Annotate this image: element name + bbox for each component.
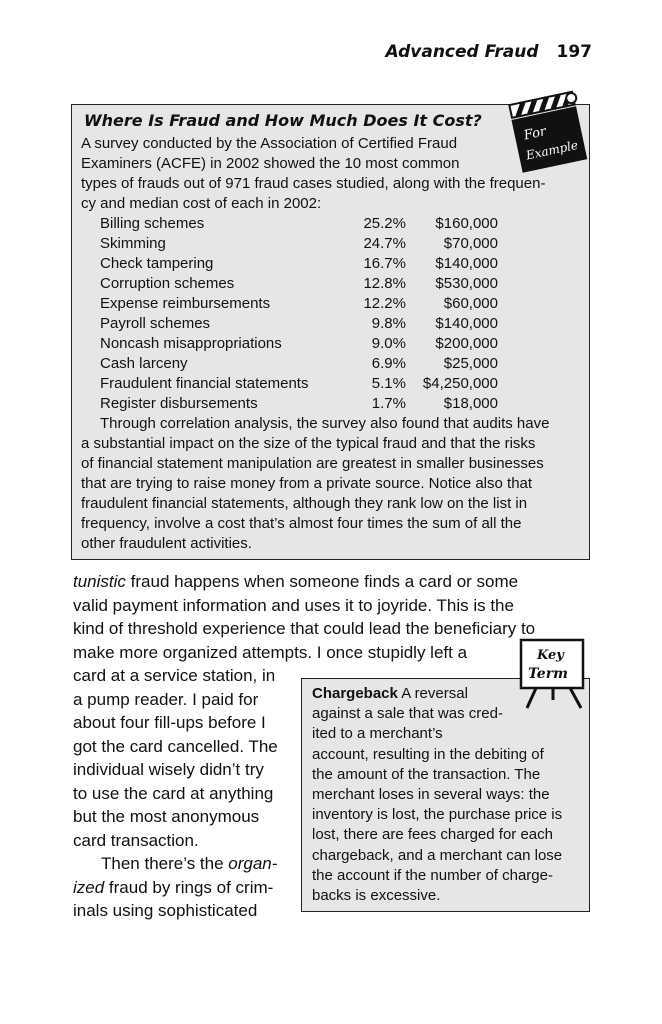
fraud-frequency: 25.2% xyxy=(363,215,406,232)
conclusion-line: other fraudulent activities. xyxy=(81,535,252,552)
conclusion-line: of financial statement manipulation are greatest in smaller businesses xyxy=(81,455,544,472)
key-term-line: account, resulting in the debiting of xyxy=(312,745,544,763)
fraud-median-cost: $160,000 xyxy=(435,215,498,232)
body-line: valid payment information and uses it to joyride. This is the xyxy=(73,595,514,615)
body-line: card transaction. xyxy=(73,830,199,850)
running-header xyxy=(385,42,592,62)
body-italic: tunistic xyxy=(73,572,126,591)
body-italic: organ- xyxy=(228,854,278,873)
fraud-type: Expense reimbursements xyxy=(100,295,271,312)
fraud-type: Billing schemes xyxy=(100,215,205,232)
fraud-type: Skimming xyxy=(100,235,166,252)
fraud-type: Cash larceny xyxy=(100,355,188,372)
key-term-line: chargeback, and a merchant can lose xyxy=(312,846,563,864)
body-line: card at a service station, in xyxy=(73,666,276,685)
key-term-sidebar xyxy=(301,678,590,912)
sidebar-body xyxy=(81,134,581,554)
sidebar-title: Where Is Fraud and How Much Does It Cost? xyxy=(84,111,482,130)
fraud-median-cost: $4,250,000 xyxy=(422,375,498,392)
intro-line: Examiners (ACFE) in 2002 showed the 10 most common xyxy=(81,155,460,172)
key-term-line: lost, there are fees charged for each xyxy=(312,826,553,844)
key-term-line: the account if the number of charge- xyxy=(312,866,553,884)
key-term-line: ited to a merchant’s xyxy=(312,725,443,743)
fraud-median-cost: $140,000 xyxy=(435,315,498,332)
stat-row xyxy=(81,294,581,314)
stat-row xyxy=(81,354,581,374)
fraud-median-cost: $25,000 xyxy=(443,355,498,372)
fraud-frequency: 9.8% xyxy=(371,315,406,332)
fraud-median-cost: $530,000 xyxy=(435,275,498,292)
body-line: make more organized attempts. I once stupidly left a xyxy=(73,642,468,662)
body-line: got the card cancelled. The xyxy=(73,736,278,756)
fraud-type: Check tampering xyxy=(100,255,214,272)
fraud-frequency: 9.0% xyxy=(371,335,406,352)
fraud-frequency: 12.8% xyxy=(363,275,406,292)
body-line: to use the card at anything xyxy=(73,783,274,803)
conclusion-line: Through correlation analysis, the survey also found that audits have xyxy=(100,415,550,432)
body-text: Then there’s the xyxy=(101,854,229,873)
body-line: inals using sophisticated xyxy=(73,901,258,920)
fraud-median-cost: $60,000 xyxy=(443,295,498,312)
body-line: about four fill-ups before I xyxy=(73,713,266,732)
stat-row xyxy=(81,374,581,394)
stat-row xyxy=(81,394,581,414)
stat-row xyxy=(81,254,581,274)
body-line: kind of threshold experience that could lead the beneficiary to xyxy=(73,619,536,638)
fraud-stats-table xyxy=(81,214,581,414)
stat-row xyxy=(81,274,581,294)
section-title: Advanced Fraud xyxy=(385,42,539,62)
conclusion-line: fraudulent financial statements, although they rank low on the list in xyxy=(81,495,528,512)
fraud-type: Register disbursements xyxy=(100,395,258,412)
fraud-frequency: 6.9% xyxy=(371,355,406,372)
fraud-frequency: 24.7% xyxy=(363,235,406,252)
conclusion-line: frequency, involve a cost that’s almost four times the sum of all the xyxy=(81,515,522,532)
for-example-clapperboard-icon xyxy=(505,88,589,174)
badge-text: Example xyxy=(524,137,580,163)
page-number: 197 xyxy=(556,42,592,62)
key-term-easel-icon xyxy=(513,634,591,710)
body-line xyxy=(73,876,278,900)
fraud-median-cost: $200,000 xyxy=(435,335,498,352)
badge-text: For xyxy=(522,124,548,144)
key-term-text: A reversal xyxy=(401,685,468,702)
badge-text: Term xyxy=(528,666,568,682)
fraud-type: Payroll schemes xyxy=(100,315,211,332)
key-term-line: against a sale that was cred- xyxy=(312,705,503,723)
body-italic: ized xyxy=(73,877,105,897)
key-term-word: Chargeback xyxy=(312,685,398,702)
fraud-type: Noncash misappropriations xyxy=(100,335,282,352)
fraud-frequency: 5.1% xyxy=(371,375,406,392)
key-term-line: merchant loses in several ways: the xyxy=(312,786,550,804)
body-text-full-width xyxy=(73,570,535,664)
body-text-column xyxy=(73,664,278,923)
fraud-frequency: 1.7% xyxy=(371,395,406,412)
body-text: fraud by rings of crim- xyxy=(104,877,274,897)
stat-row xyxy=(81,314,581,334)
key-term-line: the amount of the transaction. The xyxy=(312,765,541,783)
fraud-type: Corruption schemes xyxy=(100,275,235,292)
key-term-line: backs is excessive. xyxy=(312,887,441,905)
conclusion-line: that are trying to raise money from a private source. Notice also that xyxy=(81,475,533,492)
key-term-line: inventory is lost, the purchase price is xyxy=(312,806,563,824)
key-term-body xyxy=(312,684,562,906)
stat-row xyxy=(81,214,581,234)
intro-line: cy and median cost of each in 2002: xyxy=(81,195,322,212)
fraud-median-cost: $18,000 xyxy=(443,395,498,412)
fraud-type: Fraudulent financial statements xyxy=(100,375,309,392)
conclusion-line: a substantial impact on the size of the typical fraud and that the risks xyxy=(81,435,536,452)
intro-line: A survey conducted by the Association of Certified Fraud xyxy=(81,135,458,152)
stat-row xyxy=(81,334,581,354)
fraud-median-cost: $140,000 xyxy=(435,255,498,272)
body-line xyxy=(73,570,535,594)
fraud-frequency: 12.2% xyxy=(363,295,406,312)
body-line: but the most anonymous xyxy=(73,807,260,826)
body-line: individual wisely didn’t try xyxy=(73,760,264,779)
fraud-frequency: 16.7% xyxy=(363,255,406,272)
fraud-median-cost: $70,000 xyxy=(443,235,498,252)
stat-row xyxy=(81,234,581,254)
badge-text: Key xyxy=(537,648,564,663)
body-line xyxy=(73,852,278,876)
body-text: fraud happens when someone finds a card or some xyxy=(125,572,519,591)
intro-line: types of frauds out of 971 fraud cases studied, along with the frequen- xyxy=(81,175,546,192)
body-line: a pump reader. I paid for xyxy=(73,689,259,709)
